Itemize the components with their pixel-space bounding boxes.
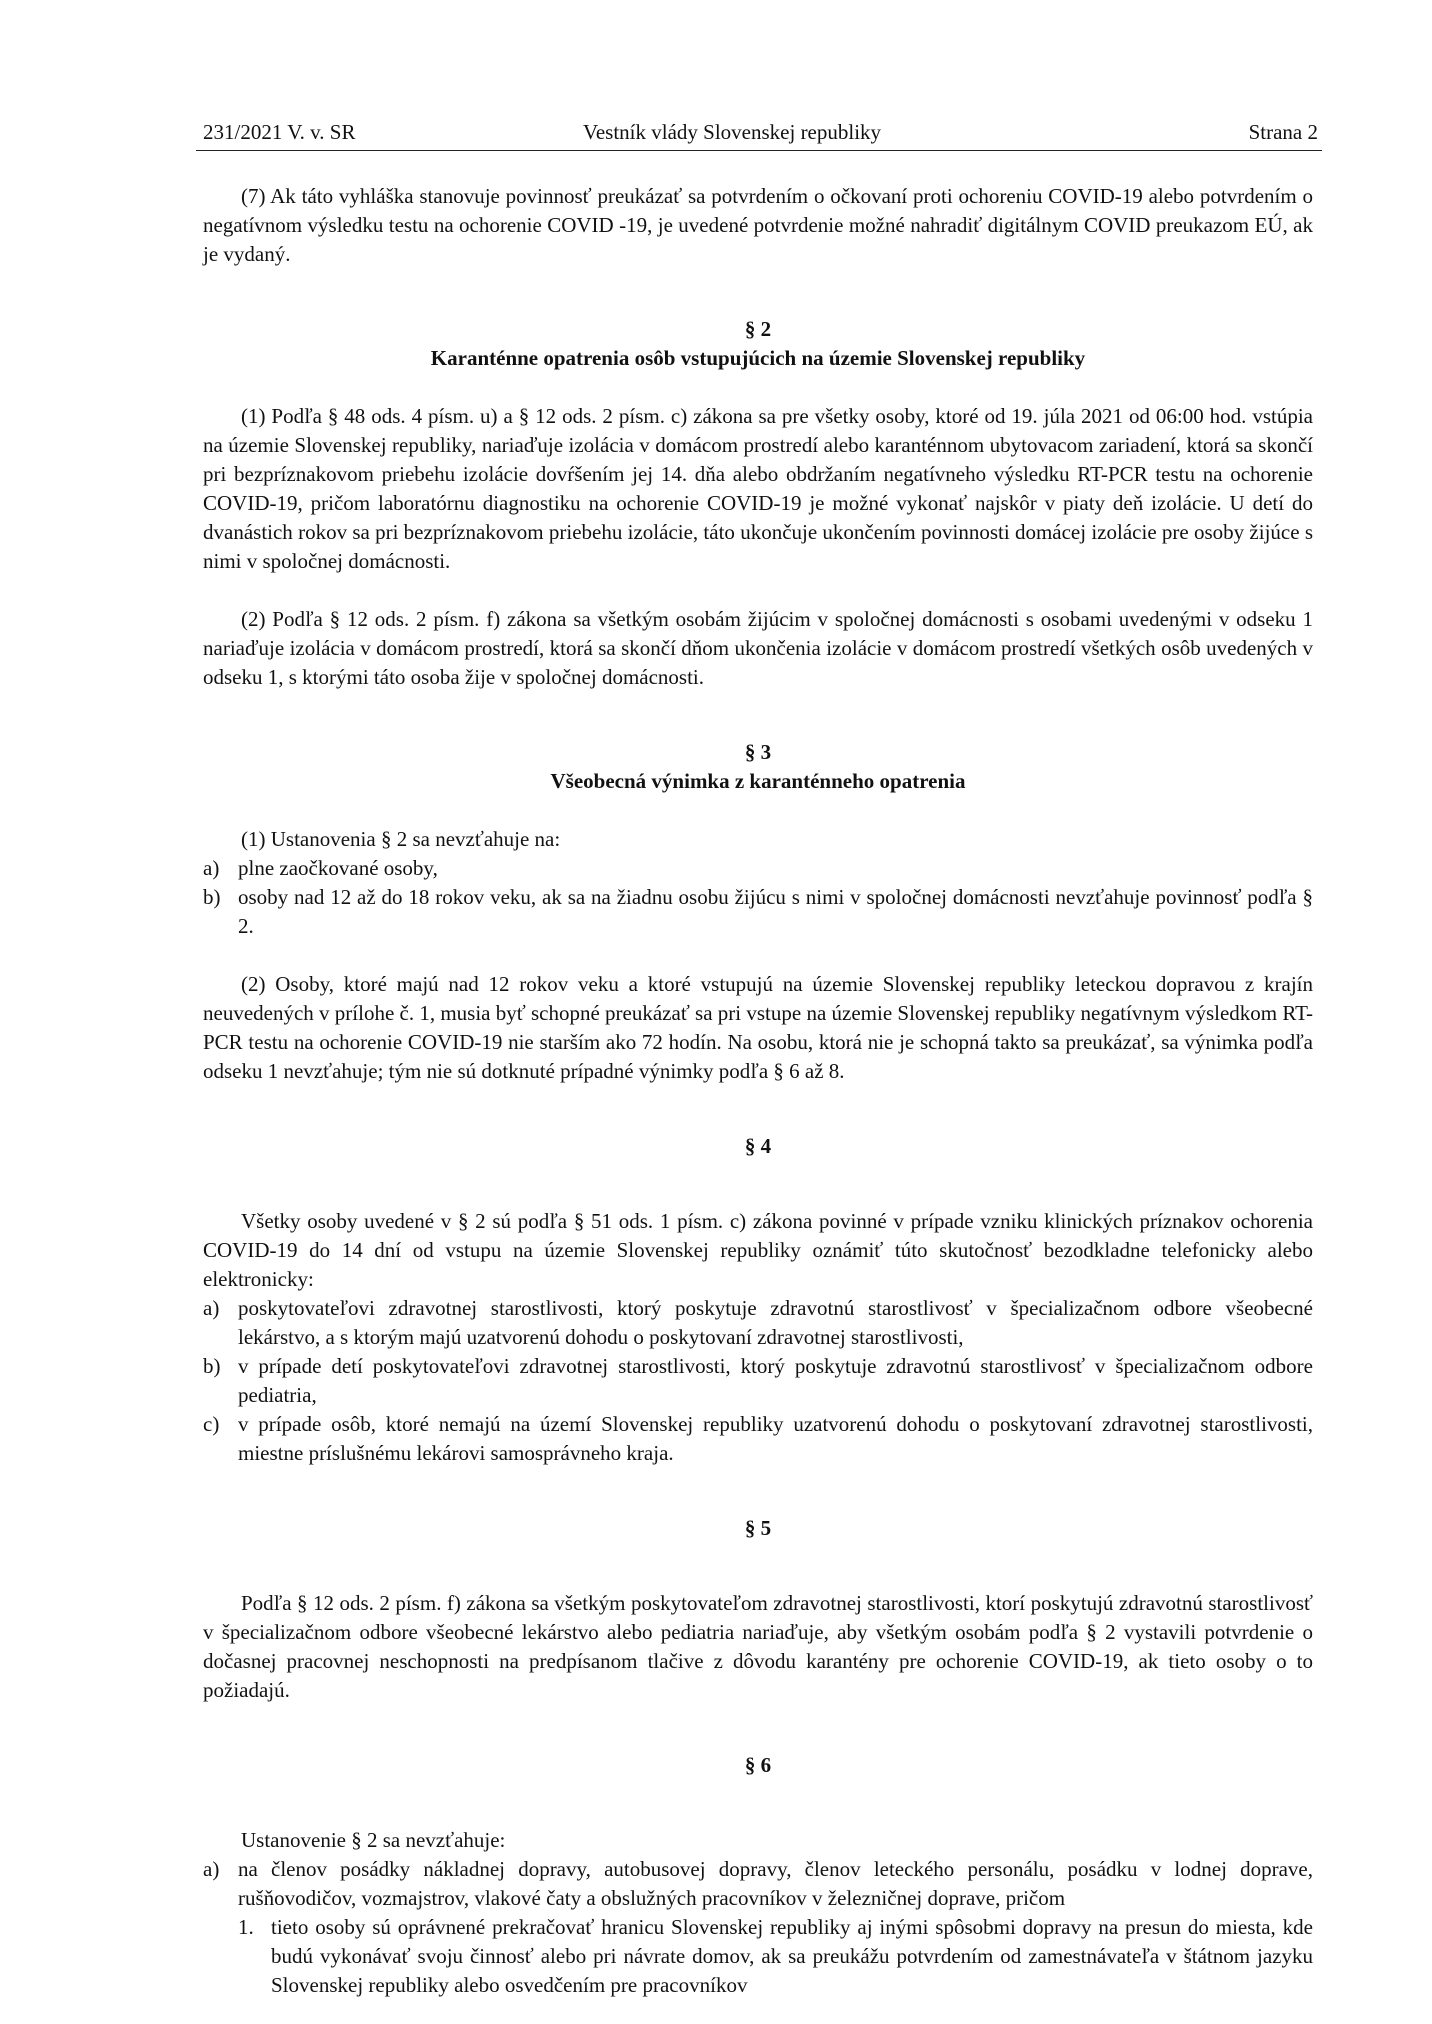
list-marker: a) [203, 856, 220, 880]
section-title-2: Karanténne opatrenia osôb vstupujúcich na územie Slovenskej republiky [430, 346, 1086, 370]
section-title-3: Všeobecná výnimka z karanténneho opatrenia [550, 769, 966, 793]
section-mark-3: § 3 [744, 740, 772, 764]
list-item [203, 1294, 1313, 1352]
list-item-text: poskytovateľovi zdravotnej starostlivosti, ktorý poskytuje zdravotnú starostlivosť v špecializačnom odbore všeobecné lekárstvo, a s ktorým majú uzatvorenú dohodu o poskytovaní zdravotnej starostlivosti, [238, 1296, 1313, 1349]
list-marker: b) [203, 1354, 221, 1378]
header-rule [196, 150, 1322, 151]
list-item-text: v prípade detí poskytovateľovi zdravotnej starostlivosti, ktorý poskytuje zdravotnú starostlivosť v špecializačnom odbore pediatria, [238, 1354, 1313, 1407]
list-item [203, 1410, 1313, 1468]
header-page-number: Strana 2 [1248, 120, 1318, 144]
section-5-text: Podľa § 12 ods. 2 písm. f) zákona sa všetkým poskytovateľom zdravotnej starostlivosti, ktorí poskytujú zdravotnú starostlivosť v špecializačnom odbore všeobecné lekárstvo alebo pediatria nariaďuje, aby všetkým osobám podľa § 2 vystavili potvrdenie o dočasnej pracovnej neschopnosti na predpísanom tlačive z dôvodu karantény pre ochorenie COVID-19, ak tieto osoby o to požiadajú. [203, 1591, 1313, 1702]
list-item-text: na členov posádky nákladnej dopravy, autobusovej dopravy, členov leteckého personálu, posádku v lodnej doprave, rušňovodičov, vozmajstrov, vlakové čaty a obslužných pracovníkov v železničnej doprave, pričom [238, 1857, 1313, 1910]
section-6-intro: Ustanovenie § 2 sa nevzťahuje: [241, 1828, 506, 1852]
header-reference: 231/2021 V. v. SR [203, 120, 356, 144]
sub-item-marker: 1. [238, 1915, 254, 1939]
list-item-text: v prípade osôb, ktoré nemajú na území Slovenskej republiky uzatvorenú dohodu o poskytovaní zdravotnej starostlivosti, miestne príslušnému lekárovi samosprávneho kraja. [238, 1412, 1313, 1465]
section-3-paragraph-1-intro: (1) Ustanovenia § 2 sa nevzťahuje na: [241, 827, 561, 851]
list-item [203, 1352, 1313, 1410]
section-mark-6: § 6 [744, 1753, 772, 1777]
section-2-paragraph-1: (1) Podľa § 48 ods. 4 písm. u) a § 12 ods. 2 písm. c) zákona sa pre všetky osoby, ktoré od 19. júla 2021 od 06:00 hod. vstúpia na územie Slovenskej republiky, nariaďuje izolácia v domácom prostredí alebo karanténnom ubytovacom zariadení, ktorá sa skončí pri bezpríznakovom priebehu izolácie dovŕšením jej 14. dňa alebo obdržaním negatívneho výsledku RT-PCR testu na ochorenie COVID-19, pričom laboratórnu diagnostiku na ochorenie COVID-19 je možné vykonať najskôr v piaty deň izolácie. U detí do dvanástich rokov sa pri bezpríznakovom priebehu izolácie, táto ukončuje ukončením povinnosti domácej izolácie pre osoby žijúce s nimi v spoločnej domácnosti. [203, 404, 1313, 573]
section-3-paragraph-2: (2) Osoby, ktoré majú nad 12 rokov veku a ktoré vstupujú na územie Slovenskej republiky leteckou dopravou z krajín neuvedených v prílohe č. 1, musia byť schopné preukázať sa pri vstupe na územie Slovenskej republiky negatívnym výsledkom RT-PCR testu na ochorenie COVID-19 nie starším ako 72 hodín. Na osobu, ktorá nie je schopná takto sa preukázať, sa výnimka podľa odseku 1 nevzťahuje; tým nie sú dotknuté prípadné výnimky podľa § 6 až 8. [203, 972, 1313, 1083]
list-item-text: osoby nad 12 až do 18 rokov veku, ak sa na žiadnu osobu žijúcu s nimi v spoločnej domácnosti nevzťahuje povinnosť podľa § 2. [238, 885, 1313, 938]
section-mark-5: § 5 [744, 1516, 772, 1540]
section-mark-4: § 4 [744, 1134, 772, 1158]
list-item [203, 883, 1313, 941]
section-2-paragraph-2: (2) Podľa § 12 ods. 2 písm. f) zákona sa všetkým osobám žijúcim v spoločnej domácnosti s osobami uvedenými v odseku 1 nariaďuje izolácia v domácom prostredí, ktorá sa skončí dňom ukončenia izolácie v domácom prostredí všetkých osôb uvedených v odseku 1, s ktorými táto osoba žije v spoločnej domácnosti. [203, 607, 1313, 689]
list-marker: a) [203, 1857, 220, 1881]
paragraph-7: (7) Ak táto vyhláška stanovuje povinnosť preukázať sa potvrdením o očkovaní proti ochoreniu COVID-19 alebo potvrdením o negatívnom výsledku testu na ochorenie COVID -19, je uvedené potvrdenie možné nahradiť digitálnym COVID preukazom EÚ, ak je vydaný. [203, 184, 1313, 266]
page-header [203, 120, 1318, 150]
list-item [203, 854, 1313, 883]
sub-item-text: tieto osoby sú oprávnené prekračovať hranicu Slovenskej republiky aj inými spôsobmi dopravy na presun do miesta, kde budú vykonávať svoju činnosť alebo pri návrate domov, ak sa preukážu potvrdením od zamestnávateľa v štátnom jazyku Slovenskej republiky alebo osvedčením pre pracovníkov [271, 1915, 1313, 1997]
list-marker: c) [203, 1412, 220, 1436]
header-journal-title: Vestník vlády Slovenskej republiky [583, 120, 882, 144]
numbered-sub-item [203, 1913, 1313, 2000]
section-4-intro: Všetky osoby uvedené v § 2 sú podľa § 51 ods. 1 písm. c) zákona povinné v prípade vzniku klinických príznakov ochorenia COVID-19 do 14 dní od vstupu na územie Slovenskej republiky oznámiť túto skutočnosť bezodkladne telefonicky alebo elektronicky: [203, 1209, 1313, 1291]
section-mark-2: § 2 [744, 317, 772, 341]
list-marker: a) [203, 1296, 220, 1320]
list-item [203, 1855, 1313, 1913]
document-body [203, 182, 1313, 2000]
list-item-text: plne zaočkované osoby, [238, 856, 438, 880]
list-marker: b) [203, 885, 221, 909]
